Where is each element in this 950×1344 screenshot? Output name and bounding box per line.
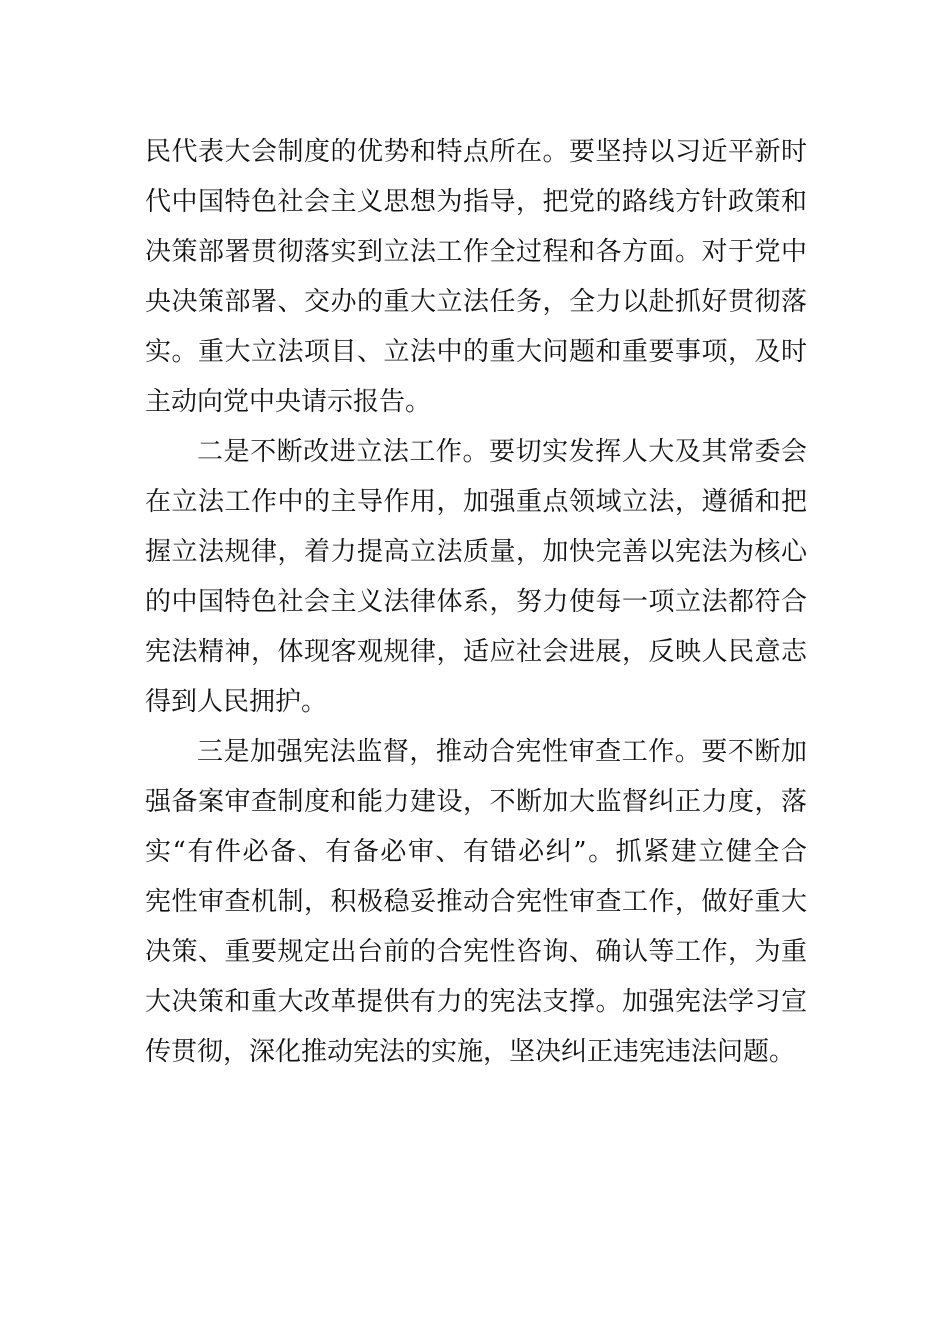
text-line: 央决策部署、交办的重大立法任务，全力以赴抓好贯彻落: [145, 287, 807, 317]
text-line: 实。重大立法项目、立法中的重大问题和重要事项，及时: [145, 337, 807, 367]
text-line: 传贯彻，深化推动宪法的实施，坚决纠正违宪违法问题。: [145, 1037, 796, 1067]
text-line: 决策部署贯彻落实到立法工作全过程和各方面。对于党中: [145, 237, 807, 267]
text-line: 的中国特色社会主义法律体系，努力使每一项立法都符合: [145, 587, 807, 617]
text-line: 得到人民拥护。: [145, 687, 328, 717]
text-line: 强备案审查制度和能力建设，不断加大监督纠正力度，落: [145, 787, 807, 817]
text-line: 在立法工作中的主导作用，加强重点领域立法，遵循和把: [145, 487, 807, 517]
text-line: 代中国特色社会主义思想为指导，把党的路线方针政策和: [145, 187, 807, 217]
text-line: 三是加强宪法监督，推动合宪性审查工作。要不断加: [197, 737, 807, 767]
text-line: 实“有件必备、有备必审、有错必纠”。抓紧建立健全合: [145, 837, 807, 867]
paragraph-1: [145, 127, 807, 427]
text-line: 宪性审查机制，积极稳妥推动合宪性审查工作，做好重大: [145, 887, 807, 917]
text-line: 握立法规律，着力提高立法质量，加快完善以宪法为核心: [145, 537, 807, 567]
document-body: [145, 127, 807, 1077]
text-line: 决策、重要规定出台前的合宪性咨询、确认等工作，为重: [145, 937, 807, 967]
text-line: 主动向党中央请示报告。: [145, 387, 432, 417]
text-line: 民代表大会制度的优势和特点所在。要坚持以习近平新时: [145, 137, 807, 167]
text-line: 大决策和重大改革提供有力的宪法支撑。加强宪法学习宣: [145, 987, 807, 1017]
paragraph-3: [145, 727, 807, 1077]
paragraph-2: [145, 427, 807, 727]
text-line: 二是不断改进立法工作。要切实发挥人大及其常委会: [197, 437, 807, 467]
text-line: 宪法精神，体现客观规律，适应社会进展，反映人民意志: [145, 637, 807, 667]
